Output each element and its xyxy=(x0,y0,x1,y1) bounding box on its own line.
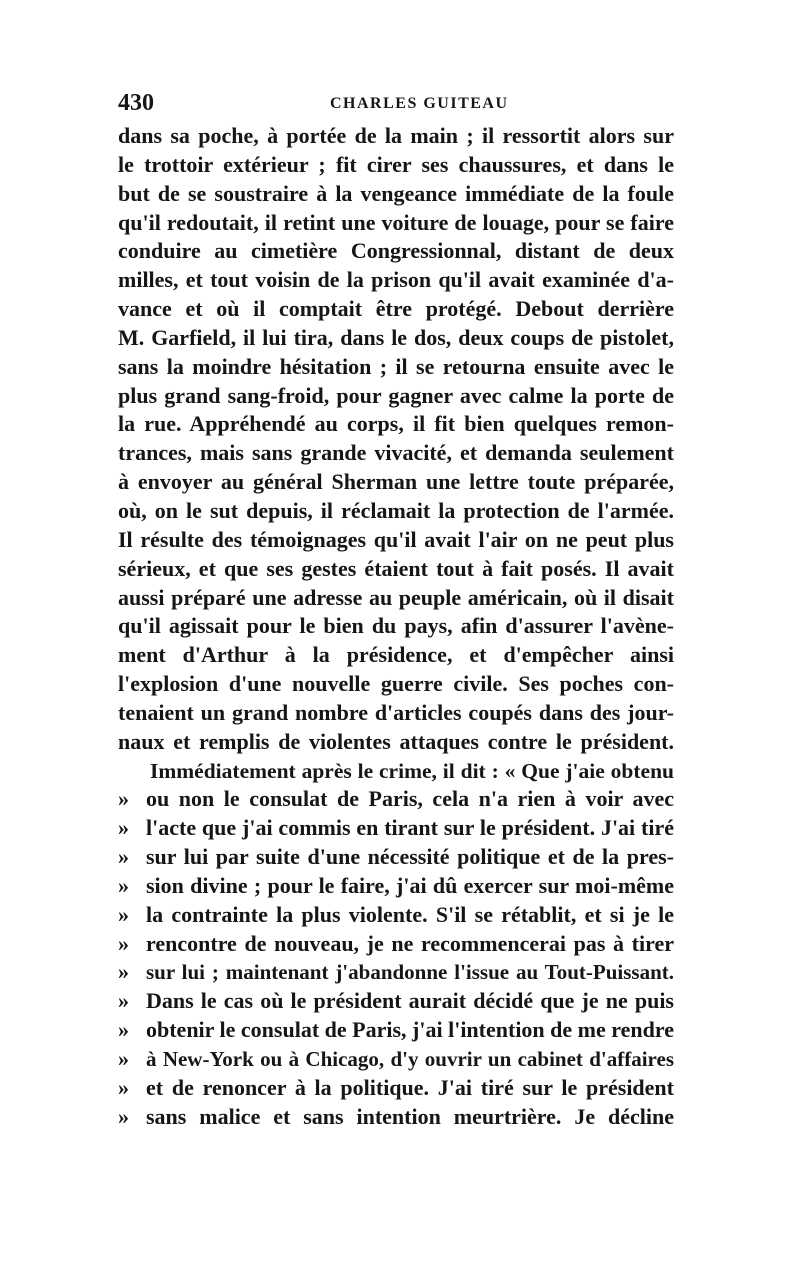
quote-text: sans malice et sans intention meurtrière. Je décline xyxy=(146,1103,674,1129)
quote-guillemet: » xyxy=(118,815,129,841)
quote-line xyxy=(118,987,674,1016)
quote-guillemet: » xyxy=(118,1046,129,1071)
quote-line xyxy=(118,814,674,843)
text-line: l'explosion d'une nouvelle guerre civile. Ses poches con- xyxy=(118,671,674,697)
quote-guillemet: » xyxy=(118,872,129,898)
text-line: sérieux, et que ses gestes étaient tout à fait posés. Il avait xyxy=(118,555,674,581)
quote-text: et de renoncer à la politique. J'ai tiré sur le président xyxy=(146,1074,674,1100)
text-line: le trottoir extérieur ; fit cirer ses chaussures, et dans le xyxy=(118,151,674,177)
quote-line xyxy=(118,901,674,930)
quote-text: ou non le consulat de Paris, cela n'a rien à voir avec xyxy=(146,786,674,812)
quote-text: obtenir le consulat de Paris, j'ai l'intention de me rendre xyxy=(146,1017,674,1043)
text-line: naux et remplis de violentes attaques contre le président. xyxy=(118,728,674,754)
text-line: à envoyer au général Sherman une lettre toute préparée, xyxy=(118,469,674,495)
text-line: sans la moindre hésitation ; il se retourna ensuite avec le xyxy=(118,353,674,379)
text-line: ment d'Arthur à la présidence, et d'empêcher ainsi xyxy=(118,642,674,668)
text-line: la rue. Appréhendé au corps, il fit bien quelques remon- xyxy=(118,411,674,437)
quote-line xyxy=(118,1074,674,1103)
text-line: qu'il redoutait, il retint une voiture de louage, pour se faire xyxy=(118,209,674,235)
text-line: tenaient un grand nombre d'articles coupés dans des jour- xyxy=(118,699,674,725)
text-line: vance et où il comptait être protégé. Debout derrière xyxy=(118,296,674,322)
quote-line xyxy=(118,872,674,901)
quote-text: rencontre de nouveau, je ne recommencerai pas à tirer xyxy=(146,930,674,956)
quote-guillemet: » xyxy=(118,930,129,956)
quote-guillemet: » xyxy=(118,988,129,1014)
quote-text: sur lui ; maintenant j'abandonne l'issue au Tout-Puissant. xyxy=(146,960,674,985)
quote-line xyxy=(118,843,674,872)
quote-line xyxy=(118,958,674,987)
page-header xyxy=(118,88,678,118)
quote-guillemet: » xyxy=(118,901,129,927)
quote-guillemet: » xyxy=(118,1074,129,1100)
text-line: but de se soustraire à la vengeance immédiate de la foule xyxy=(118,180,674,206)
text-line: milles, et tout voisin de la prison qu'il avait examinée d'a- xyxy=(118,267,674,293)
quote-text: sion divine ; pour le faire, j'ai dû exercer sur moi-même xyxy=(146,872,674,898)
page-number: 430 xyxy=(118,90,154,116)
text-line: aussi préparé une adresse au peuple américain, où il disait xyxy=(118,584,674,610)
text-line: conduire au cimetière Congressionnal, distant de deux xyxy=(118,238,674,264)
quote-text: sur lui par suite d'une nécessité politique et de la pres- xyxy=(146,844,674,870)
running-head: CHARLES GUITEAU xyxy=(330,95,509,112)
quote-text: la contrainte la plus violente. S'il se rétablit, et si je le xyxy=(146,901,674,927)
quote-text: Dans le cas où le président aurait décidé que je ne puis xyxy=(146,988,674,1014)
quote-line xyxy=(118,930,674,959)
text-line: où, on le sut depuis, il réclamait la protection de l'armée. xyxy=(118,497,674,523)
quote-guillemet: » xyxy=(118,1103,129,1129)
quote-line xyxy=(118,1045,674,1074)
quote-guillemet: » xyxy=(118,844,129,870)
text-line: plus grand sang-froid, pour gagner avec calme la porte de xyxy=(118,382,674,408)
quote-guillemet: » xyxy=(118,786,129,812)
text-line: M. Garfield, il lui tira, dans le dos, deux coups de pistolet, xyxy=(118,324,674,350)
quote-text: à New-York ou à Chicago, d'y ouvrir un cabinet d'affaires xyxy=(146,1047,674,1071)
quote-line xyxy=(118,1016,674,1045)
text-line: trances, mais sans grande vivacité, et demanda seulement xyxy=(118,440,674,466)
quote-guillemet: » xyxy=(118,959,129,985)
quote-text: l'acte que j'ai commis en tirant sur le président. J'ai tiré xyxy=(146,815,674,841)
text-line-indented: Immédiatement après le crime, il dit : « Que j'aie obtenu xyxy=(150,758,674,783)
quote-guillemet: » xyxy=(118,1017,129,1043)
body-text xyxy=(118,122,674,1132)
text-line: dans sa poche, à portée de la main ; il ressortit alors sur xyxy=(118,123,674,148)
text-line: qu'il agissait pour le bien du pays, afin d'assurer l'avène- xyxy=(118,613,674,639)
quote-line xyxy=(118,785,674,814)
text-line: Il résulte des témoignages qu'il avait l'air on ne peut plus xyxy=(118,526,674,552)
quote-line xyxy=(118,1103,674,1132)
